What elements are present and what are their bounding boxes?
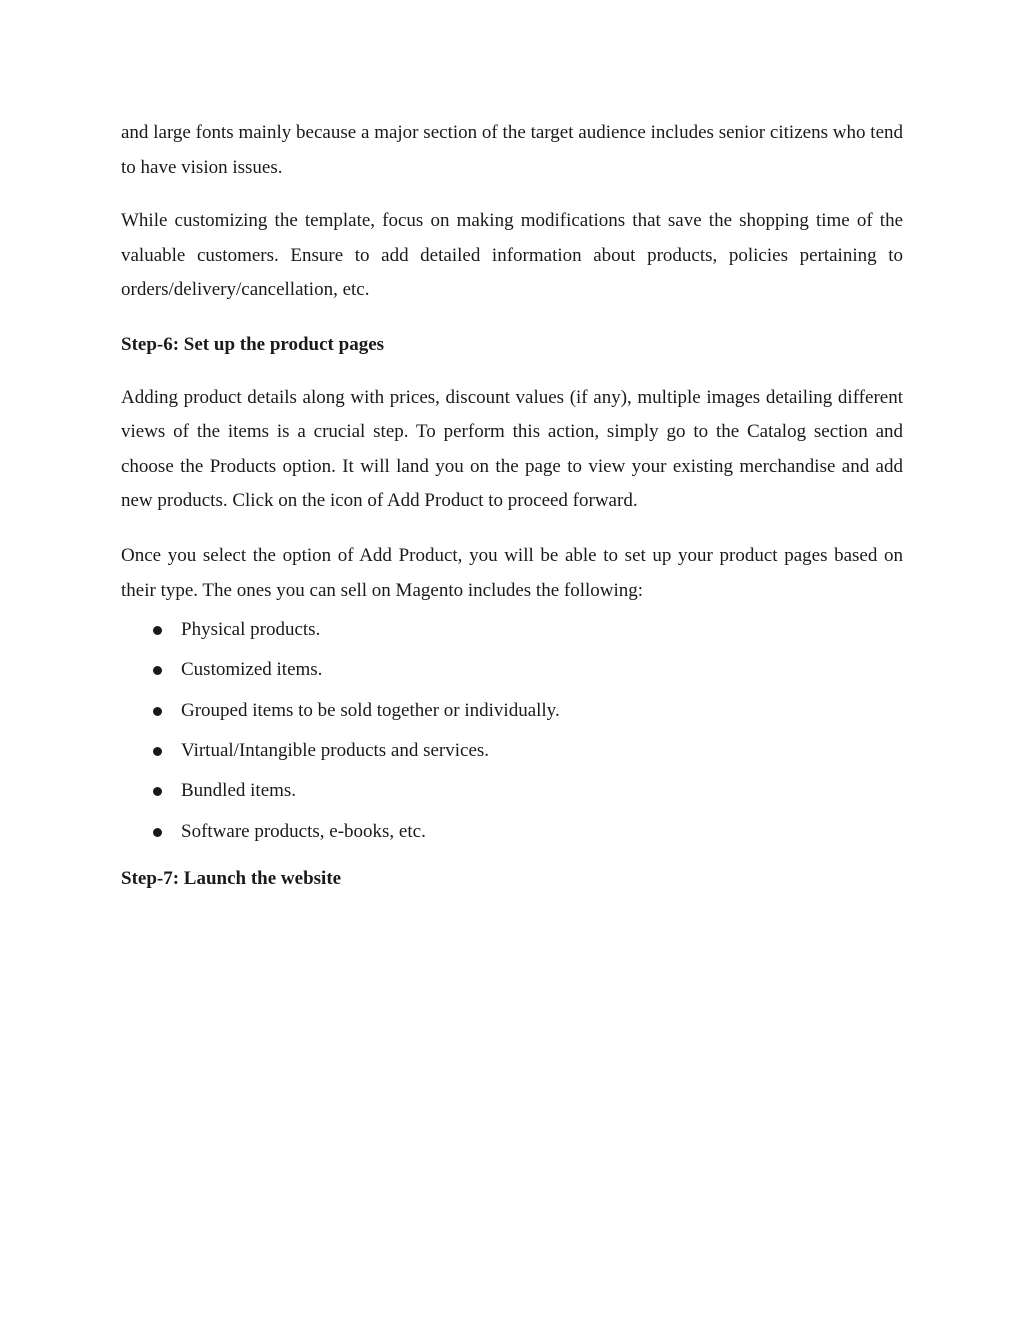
list-item-text: Customized items. <box>181 659 323 681</box>
list-item <box>121 731 903 771</box>
product-types-list <box>121 610 903 852</box>
paragraph-add-product-types: Once you select the option of Add Product, you will be able to set up your product pages based on their type. The ones you can sell on Magento includes the following: <box>121 544 903 601</box>
paragraph-adding-product-details: Adding product details along with prices, discount values (if any), multiple images detailing different views of the items is a crucial step. To perform this action, simply go to the Catalog section and choose the Products option. It will land you on the page to view your existing merchandise and add new products. Click on the icon of Add Product to proceed forward. <box>121 386 903 512</box>
list-item <box>121 771 903 811</box>
paragraph-intro-continuation: and large fonts mainly because a major section of the target audience includes senior citizens who tend to have vision issues. <box>121 122 903 178</box>
document-page <box>121 116 903 897</box>
bullet-icon <box>153 828 162 837</box>
bullet-icon <box>153 787 162 796</box>
bullet-icon <box>153 747 162 756</box>
list-item <box>121 812 903 852</box>
list-item-text: Grouped items to be sold together or individually. <box>181 699 560 721</box>
list-item-text: Software products, e-books, etc. <box>181 820 426 842</box>
list-item-text: Physical products. <box>181 619 321 641</box>
bullet-icon <box>153 666 162 675</box>
list-item <box>121 691 903 731</box>
list-item-text: Bundled items. <box>181 780 297 802</box>
heading-step-6: Step-6: Set up the product pages <box>121 333 385 355</box>
bullet-icon <box>153 626 162 635</box>
list-item <box>121 650 903 690</box>
list-item-text: Virtual/Intangible products and services. <box>181 740 490 762</box>
bullet-icon <box>153 707 162 716</box>
list-item <box>121 610 903 650</box>
heading-step-7: Step-7: Launch the website <box>121 867 342 889</box>
paragraph-customizing-template: While customizing the template, focus on making modifications that save the shopping time of the valuable customers. Ensure to add detailed information about products, policies pertaining to orders/delivery/cancellation, etc. <box>121 210 903 301</box>
